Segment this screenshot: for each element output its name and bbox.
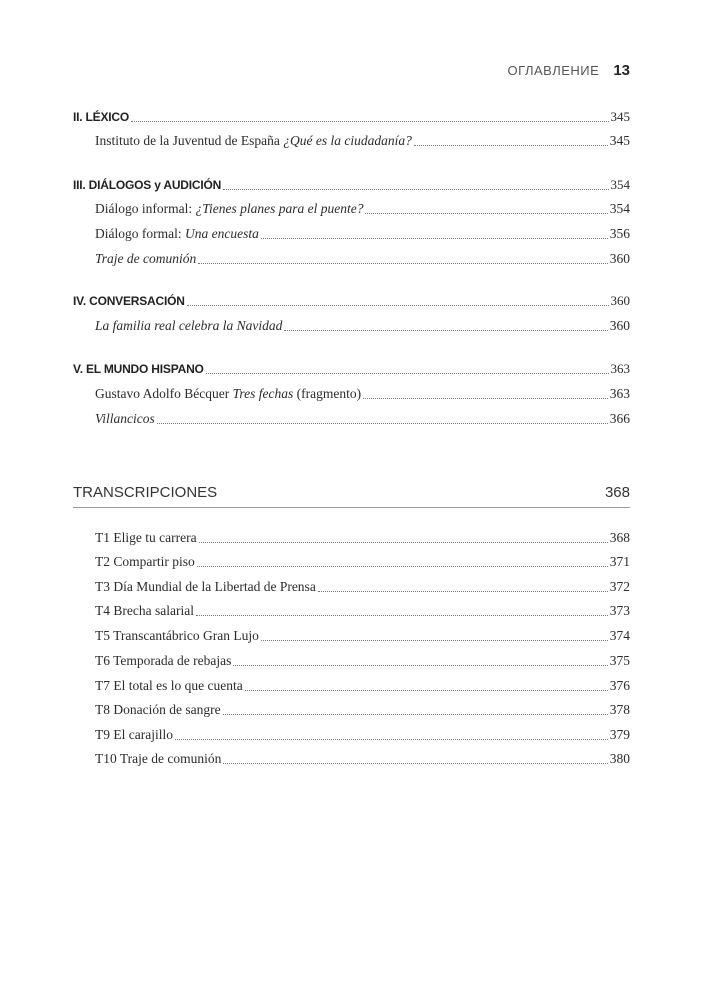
toc-entry-t9[interactable]	[95, 726, 630, 744]
toc-entry-t10[interactable]	[95, 750, 630, 768]
toc-entry-t6[interactable]	[95, 652, 630, 670]
leader-dots	[198, 262, 608, 264]
leader-dots	[157, 422, 608, 424]
toc-page: 363	[610, 361, 630, 376]
toc-page: 371	[609, 554, 630, 569]
toc-heading-dialogos[interactable]	[73, 176, 630, 194]
leader-dots	[131, 120, 608, 122]
leader-dots	[261, 237, 608, 239]
toc-entry-t2[interactable]	[95, 553, 630, 571]
toc-page: 374	[609, 628, 630, 643]
toc-entry-title: Instituto de la Juventud de España ¿Qué es la ciudadanía?	[95, 133, 412, 148]
toc-page: 378	[609, 702, 630, 717]
leader-dots	[245, 689, 608, 691]
toc-page: 379	[609, 727, 630, 742]
toc-page: 363	[609, 386, 630, 401]
toc-entry-t7[interactable]	[95, 677, 630, 695]
leader-dots	[233, 664, 607, 666]
leader-dots	[223, 188, 608, 190]
leader-dots	[318, 590, 608, 592]
toc-entry-title: T7 El total es lo que cuenta	[95, 678, 243, 693]
toc-page: 366	[609, 411, 630, 426]
toc-page: 354	[609, 201, 630, 216]
toc-entry-title: T3 Día Mundial de la Libertad de Prensa	[95, 579, 316, 594]
section-heading-page: 368	[604, 484, 630, 501]
toc-entry-title: Gustavo Adolfo Bécquer Tres fechas (fragmento)	[95, 386, 362, 401]
toc-entry-title: Diálogo formal: Una encuesta	[95, 226, 259, 241]
toc-entry-title: T5 Transcantábrico Gran Lujo	[95, 628, 259, 643]
toc-heading-title: III. DIÁLOGOS y AUDICIÓN	[73, 178, 222, 192]
toc-entry[interactable]	[95, 200, 630, 218]
toc-entry-title: Diálogo informal: ¿Tienes planes para el puente?	[95, 201, 364, 216]
toc-heading-title: V. EL MUNDO HISPANO	[73, 362, 204, 376]
leader-dots	[363, 397, 608, 399]
leader-dots	[284, 329, 607, 331]
toc-page: 375	[609, 653, 630, 668]
toc-entry-title: T4 Brecha salarial	[95, 603, 194, 618]
section-heading-transcripciones[interactable]	[73, 484, 630, 508]
leader-dots	[175, 738, 608, 740]
toc-entry-title: T6 Temporada de rebajas	[95, 653, 232, 668]
toc-page: 376	[609, 678, 630, 693]
page-number: 13	[613, 62, 630, 79]
toc-entry-t1[interactable]	[95, 529, 630, 547]
toc-heading-title: II. LÉXICO	[73, 110, 130, 124]
leader-dots	[223, 713, 608, 715]
toc-entry-t4[interactable]	[95, 602, 630, 620]
section-heading-title: TRANSCRIPCIONES	[73, 484, 218, 501]
toc-heading-lexico[interactable]	[73, 108, 630, 126]
toc-page: 373	[609, 603, 630, 618]
toc-page: 360	[610, 293, 630, 308]
toc-entry[interactable]	[95, 317, 630, 335]
toc-page: 372	[609, 579, 630, 594]
toc-entry[interactable]	[95, 132, 630, 150]
leader-dots	[197, 565, 608, 567]
toc-page: 380	[609, 751, 630, 766]
leader-dots	[196, 614, 608, 616]
toc-entry[interactable]	[95, 410, 630, 428]
toc-heading-title: IV. CONVERSACIÓN	[73, 294, 185, 308]
toc-entry-title: T9 El carajillo	[95, 727, 173, 742]
toc-entry-title: T2 Compartir piso	[95, 554, 195, 569]
toc-page: 360	[609, 318, 630, 333]
leader-dots	[206, 372, 609, 374]
running-head-label: ОГЛАВЛЕНИЕ	[507, 63, 600, 78]
toc-page: 345	[609, 133, 630, 148]
toc-entry-title: T1 Elige tu carrera	[95, 530, 197, 545]
leader-dots	[414, 144, 608, 146]
leader-dots	[223, 762, 607, 764]
leader-dots	[187, 304, 609, 306]
toc-entry-title: T10 Traje de comunión	[95, 751, 222, 766]
toc-heading-mundo-hispano[interactable]	[73, 360, 630, 378]
leader-dots	[261, 639, 608, 641]
toc-page: 368	[609, 530, 630, 545]
toc-page: 345	[610, 109, 630, 124]
toc-page: 354	[610, 177, 630, 192]
leader-dots	[199, 541, 608, 543]
toc-page: 356	[609, 226, 630, 241]
toc-entry-t8[interactable]	[95, 701, 630, 719]
toc-page: 360	[609, 251, 630, 266]
toc-entry[interactable]	[95, 385, 630, 403]
running-head	[508, 62, 630, 79]
toc-entry[interactable]	[95, 250, 630, 268]
toc-entry-title: Villancicos	[95, 411, 155, 426]
toc-entry[interactable]	[95, 225, 630, 243]
toc-entry-title: T8 Donación de sangre	[95, 702, 221, 717]
toc-heading-conversacion[interactable]	[73, 292, 630, 310]
leader-dots	[365, 212, 607, 214]
toc-entry-title: La familia real celebra la Navidad	[95, 318, 283, 333]
toc-entry-title: Traje de comunión	[95, 251, 197, 266]
toc-entry-t5[interactable]	[95, 627, 630, 645]
toc-entry-t3[interactable]	[95, 578, 630, 596]
